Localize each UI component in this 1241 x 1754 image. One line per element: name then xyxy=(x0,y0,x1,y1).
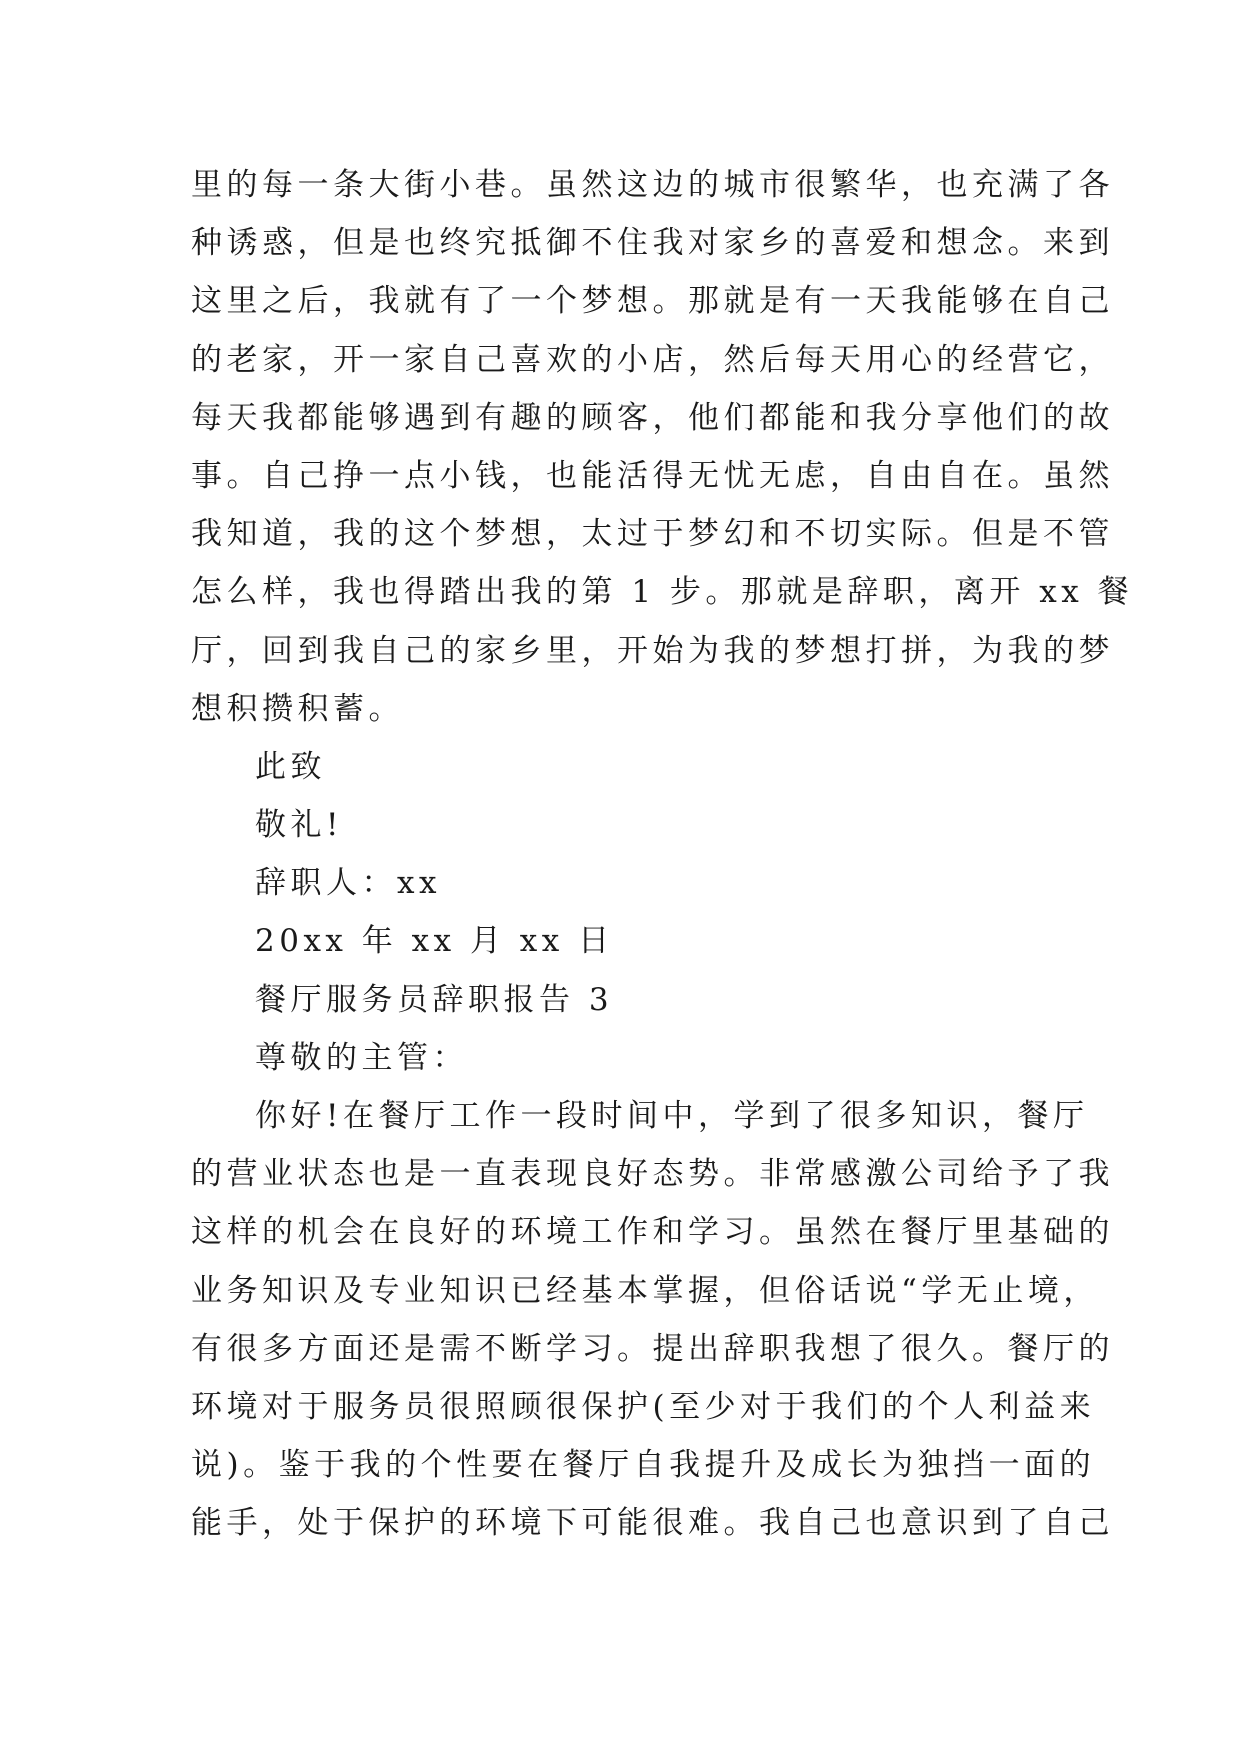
body-line: 说)。鉴于我的个性要在餐厅自我提升及成长为独挡一面的 xyxy=(191,1447,1096,1484)
closing-line: 此致 xyxy=(255,748,326,785)
body-line: 种诱惑，但是也终究抵御不住我对家乡的喜爱和想念。来到 xyxy=(191,225,1114,262)
body-line: 这样的机会在良好的环境工作和学习。虽然在餐厅里基础的 xyxy=(191,1214,1114,1251)
salutation-line: 敬礼! xyxy=(255,807,343,844)
body-line: 每天我都能够遇到有趣的顾客，他们都能和我分享他们的故 xyxy=(191,399,1114,436)
body-line: 想积攒积蓄。 xyxy=(191,690,404,727)
body-line: 环境对于服务员很照顾很保护(至少对于我们的个人利益来 xyxy=(191,1388,1096,1425)
body-line: 有很多方面还是需不断学习。提出辞职我想了很久。餐厅的 xyxy=(191,1330,1114,1367)
body-line: 业务知识及专业知识已经基本掌握，但俗话说“学无止境， xyxy=(191,1272,1099,1309)
body-line: 事。自己挣一点小钱，也能活得无忧无虑，自由自在。虽然 xyxy=(191,457,1114,494)
body-line: 厅，回到我自己的家乡里，开始为我的梦想打拼，为我的梦 xyxy=(191,632,1114,669)
signature-line: 辞职人：xx xyxy=(255,865,441,902)
body-line: 的老家，开一家自己喜欢的小店，然后每天用心的经营它， xyxy=(191,341,1114,378)
date-line: 20xx 年 xx 月 xx 日 xyxy=(255,923,614,960)
body-line: 里的每一条大街小巷。虽然这边的城市很繁华，也充满了各 xyxy=(191,167,1114,203)
paragraph-start-line: 你好!在餐厅工作一段时间中，学到了很多知识，餐厅 xyxy=(255,1098,1089,1134)
body-line: 能手，处于保护的环境下可能很难。我自己也意识到了自己 xyxy=(191,1505,1114,1542)
greeting-line: 尊敬的主管： xyxy=(255,1039,468,1076)
body-line: 的营业状态也是一直表现良好态势。非常感激公司给予了我 xyxy=(191,1156,1114,1193)
body-line: 我知道，我的这个梦想，太过于梦幻和不切实际。但是不管 xyxy=(191,516,1114,553)
body-line: 怎么样，我也得踏出我的第 1 步。那就是辞职，离开 xx 餐 xyxy=(191,574,1134,611)
section-title: 餐厅服务员辞职报告 3 xyxy=(255,981,614,1018)
document-body xyxy=(191,156,1134,1553)
body-line: 这里之后，我就有了一个梦想。那就是有一天我能够在自己 xyxy=(191,283,1114,320)
